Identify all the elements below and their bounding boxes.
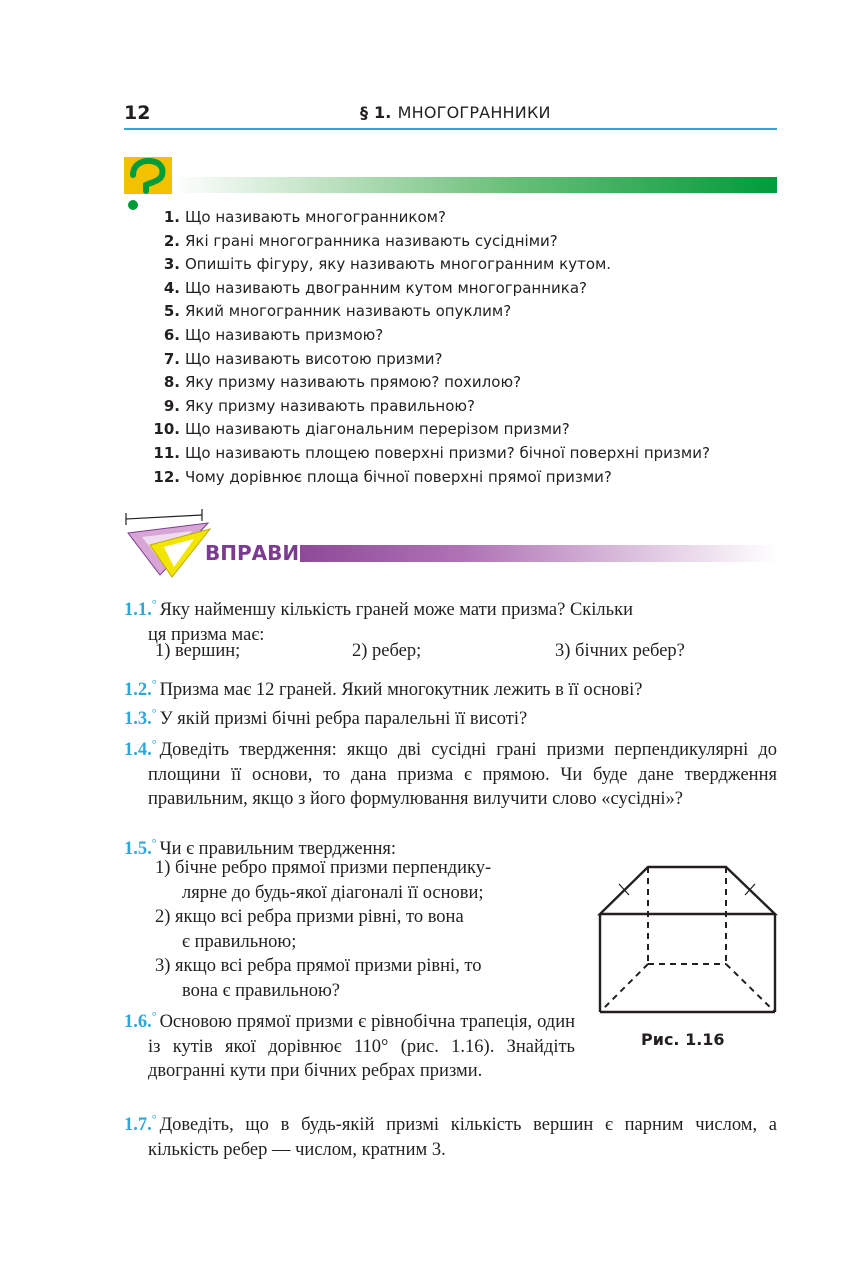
question-item: 1. Що називають многогранником? xyxy=(163,208,446,226)
exercise-item: 2) якщо всі ребра призми рівні, то вона є правильною; xyxy=(155,907,464,952)
questions-list xyxy=(152,206,792,489)
question-item: 5. Який многогранник називають опуклим? xyxy=(163,302,512,321)
exercise-item: 1) бічне ребро прямої призми перпендику- лярне до будь-якої діагоналі її основи; xyxy=(155,858,492,903)
exercise-item: 3) бічних ребер? xyxy=(555,641,685,661)
exercise-item: 3) якщо всі ребра прямої призми рівні, то вона є правильною? xyxy=(155,956,482,1001)
question-item: 11. Що називають площею поверхні призми? бічної поверхні призми? xyxy=(153,443,710,462)
question-item: 8. Яку призму називають прямою? похилою? xyxy=(163,373,522,392)
header-rule xyxy=(124,128,777,130)
exercise-number: 1.5. xyxy=(124,839,152,860)
question-item: 2. Які грані многогранника називають сусідніми? xyxy=(163,231,558,250)
questions-bar xyxy=(172,177,777,193)
question-mark-icon xyxy=(124,157,172,213)
question-item: 3. Опишіть фігуру, яку називають многогранним кутом. xyxy=(163,255,612,274)
prism-figure xyxy=(597,862,780,1017)
page-number: 12 xyxy=(124,102,151,124)
question-item: 12. Чому дорівнює площа бічної поверхні прямої призми? xyxy=(153,467,612,486)
exercise-number: 1.2. xyxy=(124,680,152,701)
exercise-number: 1.6. xyxy=(124,1012,152,1033)
section-sign: § 1. xyxy=(360,103,392,122)
exercise-number: 1.4. xyxy=(124,740,152,761)
triangle-ruler-icon xyxy=(120,505,215,580)
page-header xyxy=(124,100,777,130)
exercise-1-3: 1.3.° У якій призмі бічні ребра паралельні її висоті? xyxy=(124,706,528,730)
question-item: 6. Що називають призмою? xyxy=(163,325,384,344)
question-item: 7. Що називають висотою призми? xyxy=(163,349,443,368)
exercise-item: 1) вершин; xyxy=(155,641,241,661)
question-item: 10. Що називають діагональним перерізом призми? xyxy=(153,420,570,439)
exercise-1-6: 1.6.° Основою прямої призми є рівнобічна трапеція, один із кутів якої дорівнює 110° (рис. 1.16). Знайдіть двогранні кути при бічних ребрах призми. xyxy=(124,1009,575,1082)
exercise-number: 1.3. xyxy=(124,709,152,730)
figure-caption: Рис. 1.16 xyxy=(641,1030,725,1049)
running-title xyxy=(360,103,551,122)
question-item: 4. Що називають двогранним кутом многогранника? xyxy=(163,278,587,297)
exercise-1-7: 1.7.° Доведіть, що в будь-якій призмі кількість вершин є парним числом, а кількість ребер — числом, кратним 3. xyxy=(124,1112,777,1160)
exercise-1-1: 1.1.° Яку найменшу кількість граней може мати призма? Скільки ця призма має: xyxy=(124,597,633,645)
exercise-item: 2) ребер; xyxy=(352,641,422,661)
section-title: МНОГОГРАННИКИ xyxy=(397,103,551,122)
exercises-bar xyxy=(300,545,777,562)
exercise-number: 1.1. xyxy=(124,600,152,621)
exercise-1-5: 1.5.° Чи є правильним твердження: xyxy=(124,836,397,860)
exercise-1-4: 1.4.° Доведіть твердження: якщо дві сусідні грані призми перпендикулярні до площини її основи, то дана призма є прямою. Чи буде дане твердження правильним, якщо з його формулювання вилучити слово «сусідні»? xyxy=(124,737,777,810)
question-item: 9. Яку призму називають правильною? xyxy=(163,396,475,415)
exercise-number: 1.7. xyxy=(124,1115,152,1136)
exercises-title: ВПРАВИ xyxy=(205,541,300,565)
exercise-1-2: 1.2.° Призма має 12 граней. Який многокутник лежить в її основі? xyxy=(124,677,643,701)
